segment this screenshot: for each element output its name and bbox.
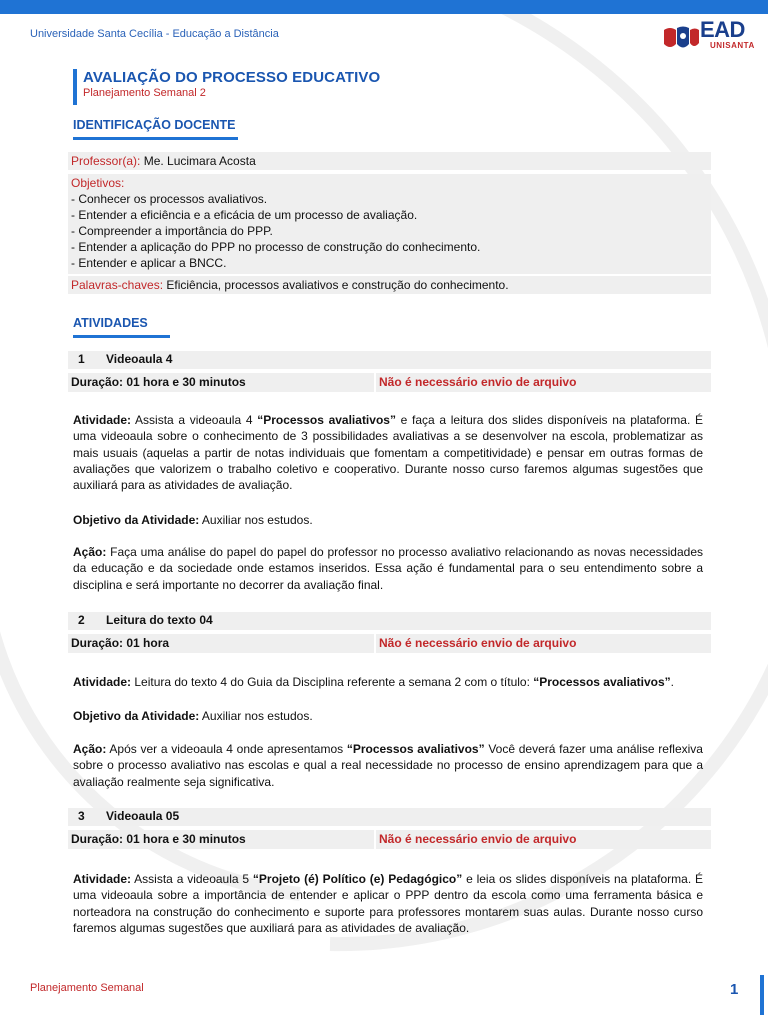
activity-duration: Duração: 01 hora e 30 minutos — [68, 830, 374, 849]
activity-name: Videoaula 4 — [106, 352, 173, 366]
activity-objective — [73, 708, 703, 724]
activity-duration-row — [68, 830, 711, 849]
atividade-text: Leitura do texto 4 do Guia da Disciplina referente a semana 2 com o título: — [131, 675, 534, 689]
activity-duration-row — [68, 373, 711, 392]
atividade-text: e faça a leitura dos slides disponíveis na plataforma. É uma videoaula sobre o conhecimento de 3 possibilidades avaliativas a se desenvolver na escola, problematizar as mais usuais (aquelas a partir de notas individuais que fomentam a competitividade) e pensar em outras formas de avaliações que valorizem o trabalho coletivo e cooperativo. Durante nosso curso faremos algumas sugestões que auxiliará para as atividades de avaliação. — [73, 413, 703, 493]
activity-header — [68, 612, 711, 630]
atividade-highlight: “Projeto (é) Político (e) Pedagógico” — [252, 872, 463, 886]
section-heading-text: IDENTIFICAÇÃO DOCENTE — [73, 118, 236, 132]
logo-unisanta-text: UNISANTA — [710, 41, 755, 50]
university-name: Universidade Santa Cecília - Educação a Distância — [30, 28, 279, 40]
atividade-label: Atividade: — [73, 675, 132, 689]
top-accent-bar — [0, 0, 768, 14]
section-heading-text: ATIVIDADES — [73, 316, 148, 330]
objetivos-row — [68, 174, 711, 274]
activity-duration: Duração: 01 hora — [68, 634, 374, 653]
footer-label: Planejamento Semanal — [30, 982, 144, 994]
activity-name: Videoaula 05 — [106, 809, 180, 823]
activity-envio: Não é necessário envio de arquivo — [376, 830, 711, 849]
acao-text: Após ver a videoaula 4 onde apresentamos — [106, 742, 347, 756]
activity-number: 1 — [78, 352, 85, 366]
activity-header — [68, 351, 711, 369]
section-heading-atividades — [73, 316, 170, 338]
palavras-chaves-value: Eficiência, processos avaliativos e construção do conhecimento. — [163, 278, 509, 292]
document-title-block — [73, 69, 380, 105]
acao-label: Ação: — [73, 545, 107, 559]
page-accent-bar — [760, 975, 764, 1015]
atividade-text: e leia os slides disponíveis na plataforma. É uma videoaula sobre a importância de entender e aplicar o PPP dentro da escola como uma ferramenta básica e norteadora na construção do conhecimento e suporte para professores montarem suas aulas. Durante nosso curso faremos algumas sugestões que auxiliará para as atividades de avaliação. — [73, 872, 704, 935]
atividade-highlight: “Processos avaliativos” — [533, 675, 671, 689]
activity-number: 2 — [78, 613, 85, 627]
palavras-chaves-row — [68, 276, 711, 294]
section-underline — [73, 335, 170, 338]
activity-header — [68, 808, 711, 826]
section-heading-identificacao — [73, 118, 238, 140]
activity-objective — [73, 512, 703, 528]
professor-value: Me. Lucimara Acosta — [140, 154, 256, 168]
document-title: AVALIAÇÃO DO PROCESSO EDUCATIVO — [83, 69, 381, 86]
objetivo-item: - Entender a aplicação do PPP no processo de construção do conhecimento. — [71, 240, 481, 254]
atividade-text: Assista a videoaula 4 — [131, 413, 258, 427]
activity-description — [73, 412, 703, 493]
page-number: 1 — [730, 981, 739, 998]
atividade-label: Atividade: — [73, 872, 132, 886]
objetivos-label: Objetivos: — [71, 176, 125, 190]
acao-label: Ação: — [73, 742, 107, 756]
activity-number: 3 — [78, 809, 85, 823]
objetivo-value: Auxiliar nos estudos. — [199, 513, 313, 527]
palavras-chaves-label: Palavras-chaves: — [71, 278, 164, 292]
acao-text: Você deverá fazer uma análise reflexiva sobre o processo avaliativo nas escolas e qual a real necessidade no processo de ensino aprendizagem para que a avaliação realmente seja significativa. — [73, 742, 703, 789]
section-underline — [73, 137, 238, 140]
unisanta-shield-icon — [662, 26, 700, 52]
objetivo-value: Auxiliar nos estudos. — [199, 709, 313, 723]
atividade-label: Atividade: — [73, 413, 132, 427]
activity-duration: Duração: 01 hora e 30 minutos — [68, 373, 374, 392]
professor-row — [68, 152, 711, 170]
acao-highlight: “Processos avaliativos” — [346, 742, 485, 756]
atividade-text: Assista a videoaula 5 — [131, 872, 253, 886]
objetivo-item: - Entender e aplicar a BNCC. — [71, 256, 227, 270]
atividade-highlight: “Processos avaliativos” — [257, 413, 396, 427]
activity-action — [73, 544, 703, 593]
activity-envio: Não é necessário envio de arquivo — [376, 373, 711, 392]
activity-envio: Não é necessário envio de arquivo — [376, 634, 711, 653]
activity-description — [73, 674, 703, 690]
professor-label: Professor(a): — [71, 154, 141, 168]
document-subtitle: Planejamento Semanal 2 — [83, 87, 206, 99]
ead-unisanta-logo — [660, 16, 756, 56]
activity-description — [73, 871, 703, 936]
activity-duration-row — [68, 634, 711, 653]
activity-action — [73, 741, 703, 790]
atividade-text: . — [670, 675, 675, 689]
objetivo-item: - Compreender a importância do PPP. — [71, 224, 273, 238]
objetivo-item: - Entender a eficiência e a eficácia de um processo de avaliação. — [71, 208, 418, 222]
activity-name: Leitura do texto 04 — [106, 613, 213, 627]
objetivo-label: Objetivo da Atividade: — [73, 709, 200, 723]
objetivo-item: - Conhecer os processos avaliativos. — [71, 192, 268, 206]
acao-text: Faça uma análise do papel do papel do professor no processo avaliativo relacionando as novas necessidades da educação e da sociedade onde estamos inseridos. Essa ação é fundamental para o seu entendimento sobre a disciplina e será importante no decorrer da avaliação final. — [73, 545, 703, 592]
logo-ead-text: EAD — [700, 17, 745, 42]
objetivo-label: Objetivo da Atividade: — [73, 513, 200, 527]
